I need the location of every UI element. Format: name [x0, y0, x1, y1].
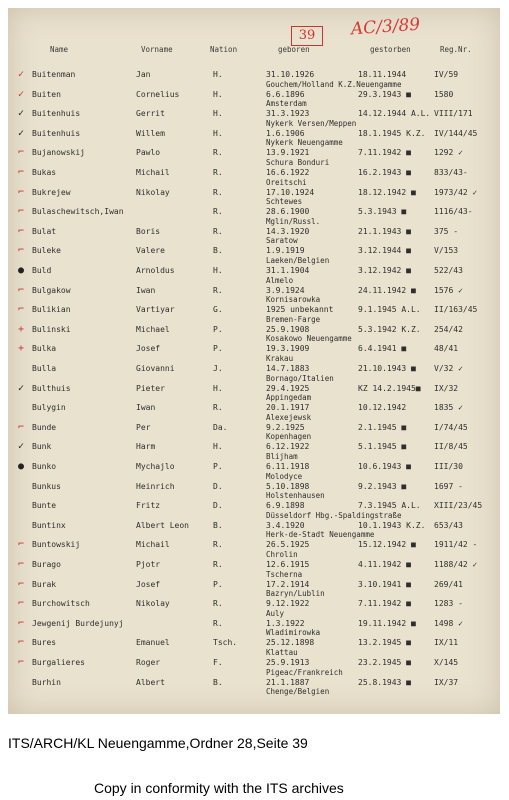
cell-name: Bunkus [32, 481, 61, 491]
cell-reg-nr: IV/59 [434, 70, 459, 79]
table-row [8, 432, 500, 460]
cell-reg-nr: 1283 - [434, 599, 463, 609]
cell-nation: H. [213, 89, 223, 99]
record-mark: ✓ [18, 127, 25, 139]
birthplace-note: Auly [266, 608, 285, 618]
cell-born: 1.9.1919 [266, 246, 305, 256]
cell-born: 6.12.1922 [266, 442, 310, 452]
cell-born: 1925 unbekannt [266, 305, 334, 315]
cell-nation: P. [213, 462, 223, 471]
cell-born: 28.6.1900 [266, 207, 310, 217]
cell-nation: R. [213, 560, 223, 569]
cell-nation: B. [213, 677, 223, 687]
cell-first-name: Pjotr [136, 560, 161, 569]
cell-died: 2.1.1945 ■ [358, 422, 407, 432]
birthplace-note: Wladimirowka [266, 628, 321, 638]
table-row [8, 334, 500, 362]
table-row [8, 118, 500, 147]
cell-first-name: Per [136, 422, 151, 432]
cell-born: 25.9.1908 [266, 324, 310, 334]
birthplace-note: Schura Bonduri [266, 158, 330, 167]
table-row [8, 569, 500, 598]
cell-died: 4.11.1942 ■ [358, 560, 411, 569]
record-mark: ⌐ [18, 167, 25, 178]
table-row [8, 197, 500, 225]
birthplace-note: Nykerk Neuengamme [266, 138, 343, 148]
table-row [8, 589, 500, 617]
cell-nation: G. [213, 305, 223, 315]
cell-born: 20.1.1917 [266, 403, 310, 413]
cell-nation: R. [213, 168, 223, 177]
cell-died: 7.3.1945 A.L. [358, 501, 421, 511]
table-row [8, 491, 500, 519]
cell-died: 13.2.1945 ■ [358, 638, 411, 648]
cell-name: Buleke [32, 246, 61, 256]
cell-reg-nr: 1188/42 ✓ [434, 560, 478, 569]
cell-born: 25.12.1898 [266, 638, 315, 648]
table-row [8, 68, 500, 88]
cell-name: Bures [32, 638, 57, 648]
cell-name: Bunk [32, 442, 52, 452]
record-mark: ⌐ [18, 147, 25, 159]
birthplace-note: Appingedam [266, 393, 312, 403]
table-row [8, 687, 500, 714]
birthplace-note: Tscherna [266, 569, 303, 579]
cell-born: 29.4.1925 [266, 383, 310, 393]
record-mark: ⌐ [18, 559, 25, 570]
cell-first-name: Jan [136, 70, 151, 79]
cell-first-name: Fritz [136, 501, 161, 511]
cell-reg-nr: 833/43- [434, 168, 468, 177]
record-mark: ⌐ [18, 598, 25, 610]
cell-reg-nr: 1911/42 - [434, 540, 478, 550]
table-row [8, 138, 500, 166]
record-mark: + [18, 323, 25, 335]
cell-nation: B. [213, 520, 223, 530]
cell-first-name: Iwan [136, 285, 156, 295]
cell-name: Bulikian [32, 305, 71, 315]
cell-died: 21.1.1943 ■ [358, 226, 411, 236]
cell-reg-nr: 1576 ✓ [434, 285, 463, 295]
cell-reg-nr: VIII/171 [434, 109, 473, 119]
record-mark: ✓ [18, 382, 25, 394]
record-mark: ⌐ [18, 245, 25, 257]
cell-born: 6.11.1918 [266, 462, 310, 471]
header-name: Name [50, 45, 69, 54]
cell-name: Bunko [32, 462, 57, 471]
cell-nation: D. [213, 501, 223, 511]
cell-born: 25.9.1913 [266, 658, 310, 667]
cell-nation: H. [213, 383, 223, 393]
record-mark: ⌐ [18, 186, 25, 198]
record-mark: ⌐ [18, 284, 25, 296]
cell-name: Bulla [32, 364, 57, 373]
record-mark: ✓ [18, 108, 25, 120]
cell-name: Bukrejew [32, 187, 71, 197]
cell-reg-nr: IV/144/45 [434, 128, 478, 138]
table-row [8, 628, 500, 656]
page-number-stamp: 39 [291, 26, 323, 46]
cell-nation: R. [213, 226, 223, 236]
cell-born: 17.10.1924 [266, 187, 315, 197]
record-mark: ● [18, 461, 25, 472]
birthplace-note: Schtewes [266, 197, 303, 207]
cell-reg-nr: 1835 ✓ [434, 403, 463, 413]
cell-nation: F. [213, 658, 223, 667]
record-mark: ⌐ [18, 578, 25, 590]
table-row [8, 412, 500, 441]
cell-reg-nr: III/30 [434, 462, 463, 471]
birthplace-note: Nykerk Versen/Meppen [266, 118, 357, 128]
cell-born: 5.10.1898 [266, 481, 310, 491]
cell-name: Bulaschewitsch,Iwan [32, 207, 124, 217]
cell-died: 19.11.1942 ■ [358, 618, 416, 628]
cell-born: 1.3.1922 [266, 618, 305, 628]
cell-reg-nr: 653/43 [434, 520, 463, 530]
cell-name: Bulgakow [32, 285, 71, 295]
cell-died: 6.4.1941 ■ [358, 344, 407, 354]
cell-name: Bunde [32, 422, 57, 432]
birthplace-note: Bazryn/Lublin [266, 589, 325, 599]
cell-nation: H. [213, 70, 223, 79]
record-mark: ⌐ [18, 304, 25, 316]
cell-reg-nr: 1580 [434, 89, 454, 99]
cell-died: 10.12.1942 [358, 403, 407, 413]
cell-nation: R. [213, 148, 223, 158]
cell-born: 3.4.1920 [266, 520, 305, 530]
cell-born: 9.12.1922 [266, 599, 310, 609]
birthplace-note: Kosakowo Neuengamme [266, 334, 352, 344]
cell-died: 16.2.1943 ■ [358, 168, 411, 177]
cell-name: Burago [32, 560, 61, 569]
cell-first-name: Boris [136, 226, 161, 236]
cell-reg-nr: 254/42 [434, 324, 463, 334]
birthplace-note: Blijham [266, 452, 298, 461]
cell-name: Buld [32, 266, 52, 275]
record-mark: ⌐ [18, 206, 25, 218]
table-row [8, 158, 500, 186]
cell-born: 14.7.1883 [266, 364, 310, 373]
cell-first-name: Pawlo [136, 148, 161, 158]
record-mark: ⌐ [18, 637, 25, 649]
cell-reg-nr: IX/37 [434, 677, 459, 687]
cell-born: 13.9.1921 [266, 148, 310, 158]
record-mark: ⌐ [18, 225, 25, 237]
cell-died: 5.1.1945 ■ [358, 442, 407, 452]
cell-first-name: Heinrich [136, 481, 175, 491]
cell-name: Bukas [32, 168, 57, 177]
cell-name: Bulygin [32, 403, 66, 413]
cell-nation: P. [213, 344, 223, 354]
cell-born: 12.6.1915 [266, 560, 310, 569]
birthplace-note: Laeken/Belgien [266, 256, 330, 265]
cell-died: 10.1.1943 K.Z. [358, 520, 426, 530]
cell-first-name: Nikolay [136, 187, 170, 197]
table-row [8, 256, 500, 284]
cell-reg-nr: 269/41 [434, 579, 463, 589]
birthplace-note: Klattau [266, 648, 298, 657]
birthplace-note: Chenge/Belgien [266, 687, 330, 697]
birthplace-note: Molodyce [266, 471, 303, 481]
birthplace-note: Saratow [266, 236, 298, 246]
birthplace-note: Pigeac/Frankreich [266, 667, 343, 677]
record-mark: ⌐ [18, 421, 25, 433]
cell-name: Bulat [32, 226, 57, 236]
cell-first-name: Albert [136, 677, 165, 687]
record-mark: ✓ [18, 441, 25, 453]
cell-first-name: Nikolay [136, 599, 170, 609]
cell-first-name: Emanuel [136, 638, 170, 648]
cell-died: 5.3.1942 K.Z. [358, 324, 421, 334]
cell-nation: Tsch. [213, 638, 238, 648]
cell-first-name: Pieter [136, 383, 165, 393]
cell-reg-nr: 1973/42 ✓ [434, 187, 478, 197]
cell-reg-nr: II/163/45 [434, 305, 478, 315]
cell-died: 23.2.1945 ■ [358, 658, 411, 667]
cell-nation: R. [213, 285, 223, 295]
table-row [8, 216, 500, 245]
cell-died: 9.2.1943 ■ [358, 481, 407, 491]
birthplace-note: Bremen-Farge [266, 314, 321, 324]
cell-born: 31.3.1923 [266, 109, 310, 119]
cell-born: 1.6.1906 [266, 128, 305, 138]
cell-first-name: Gerrit [136, 109, 165, 119]
cell-born: 31.10.1926 [266, 70, 315, 79]
cell-reg-nr: 375 - [434, 226, 459, 236]
birthplace-note: Krakau [266, 354, 294, 363]
cell-nation: R. [213, 618, 223, 628]
table-row [8, 295, 500, 323]
table-row [8, 550, 500, 578]
header-nation: Nation [210, 45, 238, 54]
cell-born: 9.2.1925 [266, 422, 305, 432]
cell-reg-nr: XIII/23/45 [434, 501, 483, 511]
cell-died: 3.12.1944 ■ [358, 246, 411, 256]
table-row [8, 530, 500, 558]
cell-died: 18.11.1944 [358, 70, 407, 79]
cell-name: Burak [32, 579, 57, 589]
birthplace-note: Düsseldorf Hbg.-Spaldingstraße [266, 510, 402, 520]
cell-reg-nr: 1116/43- [434, 207, 473, 217]
cell-nation: R. [213, 187, 223, 197]
cell-first-name: Josef [136, 344, 161, 354]
cell-died: 24.11.1942 ■ [358, 285, 416, 295]
cell-born: 19.3.1909 [266, 344, 310, 354]
cell-reg-nr: I/74/45 [434, 422, 468, 432]
cell-first-name: Giovanni [136, 364, 175, 373]
source-caption: ITS/ARCH/KL Neuengamme,Ordner 28,Seite 39 [8, 735, 308, 751]
cell-born: 16.6.1922 [266, 168, 310, 177]
cell-name: Buntowskij [32, 540, 81, 550]
cell-name: Burchowitsch [32, 599, 90, 609]
cell-name: Bunte [32, 501, 57, 511]
record-mark: ⌐ [18, 617, 25, 629]
cell-nation: R. [213, 540, 223, 550]
birthplace-note: Mglin/Russl. [266, 216, 321, 226]
cell-nation: R. [213, 403, 223, 413]
cell-reg-nr: 1292 ✓ [434, 148, 463, 158]
cell-first-name: Harm [136, 442, 156, 452]
birthplace-note: Herk-de-Stadt Neuengamme [266, 530, 375, 540]
cell-name: Bujanowskij [32, 148, 85, 158]
cell-nation: R. [213, 599, 223, 609]
table-row [8, 471, 500, 500]
table-row [8, 99, 500, 127]
record-mark: ⌐ [18, 539, 25, 551]
cell-born: 26.5.1925 [266, 540, 310, 550]
cell-reg-nr: II/8/45 [434, 442, 468, 452]
cell-died: 9.1.1945 A.L. [358, 305, 421, 315]
cell-nation: P. [213, 579, 223, 589]
birthplace-note: Kornisarowka [266, 295, 321, 305]
cell-reg-nr: X/145 [434, 658, 459, 667]
cell-first-name: Valere [136, 246, 165, 256]
conformity-caption: Copy in conformity with the ITS archives [94, 780, 344, 796]
table-row [8, 236, 500, 264]
birthplace-note: Almelo [266, 275, 294, 285]
cell-first-name: Cornelius [136, 89, 180, 99]
cell-born: 6.9.1898 [266, 501, 305, 511]
cell-reg-nr: V/153 [434, 246, 459, 256]
record-mark: + [18, 343, 25, 355]
cell-nation: D. [213, 481, 223, 491]
birthplace-note: Holstenhausen [266, 491, 325, 501]
cell-name: Buiten [32, 89, 61, 99]
cell-nation: H. [213, 266, 223, 275]
cell-name: Bulinski [32, 324, 71, 334]
record-mark: ⌐ [18, 657, 25, 668]
table-row [8, 373, 500, 402]
cell-died: 3.12.1942 ■ [358, 266, 411, 275]
cell-nation: H. [213, 128, 223, 138]
table-row [8, 648, 500, 676]
cell-reg-nr: V/32 ✓ [434, 364, 463, 373]
table-row [8, 452, 500, 480]
cell-born: 21.1.1887 [266, 677, 310, 687]
table-row [8, 314, 500, 343]
table-row [8, 667, 500, 696]
cell-reg-nr: 1697 - [434, 481, 463, 491]
cell-born: 17.2.1914 [266, 579, 310, 589]
cell-name: Buitenhuis [32, 128, 81, 138]
cell-first-name: Vartiyar [136, 305, 175, 315]
header-born: geboren [278, 45, 310, 54]
cell-died: 3.10.1941 ■ [358, 579, 411, 589]
table-row [8, 79, 500, 108]
cell-born: 6.6.1896 [266, 89, 305, 99]
cell-name: Buntinx [32, 520, 66, 530]
table-row [8, 177, 500, 206]
cell-first-name: Michail [136, 168, 170, 177]
table-row [8, 510, 500, 539]
header-first-name: Vorname [141, 45, 173, 54]
cell-name: Buitenhuis [32, 109, 81, 119]
cell-reg-nr: 48/41 [434, 344, 459, 354]
cell-died: 18.1.1945 K.Z. [358, 128, 426, 138]
cell-born: 3.9.1924 [266, 285, 305, 295]
cell-reg-nr: IX/32 [434, 383, 459, 393]
header-reg-nr: Reg.Nr. [440, 45, 472, 54]
cell-first-name: Iwan [136, 403, 156, 413]
cell-first-name: Michael [136, 324, 170, 334]
record-mark: ● [18, 265, 25, 276]
cell-name: Bulthuis [32, 383, 71, 393]
cell-nation: B. [213, 246, 223, 256]
birthplace-note: Gouchem/Holland K.Z.Neuengamme [266, 79, 402, 89]
cell-first-name: Josef [136, 579, 161, 589]
cell-died: 25.8.1943 ■ [358, 677, 411, 687]
header-died: gestorben [370, 45, 411, 54]
cell-died: 29.3.1943 ■ [358, 89, 411, 99]
record-mark: ✓ [18, 88, 25, 100]
cell-name: Jewgenij Burdejunyj [32, 618, 124, 628]
cell-first-name: Arnoldus [136, 266, 175, 275]
table-row [8, 354, 500, 382]
table-row [8, 608, 500, 637]
birthplace-note: Chrolin [266, 550, 298, 559]
cell-born: 14.3.1920 [266, 226, 310, 236]
cell-reg-nr: 1498 ✓ [434, 618, 463, 628]
table-row [8, 393, 500, 421]
cell-reg-nr: 522/43 [434, 266, 463, 275]
cell-name: Burhin [32, 677, 61, 687]
cell-died: KZ 14.2.1945■ [358, 383, 421, 393]
record-mark: ✓ [18, 69, 25, 80]
cell-first-name: Roger [136, 658, 161, 667]
cell-first-name: Albert Leon [136, 520, 189, 530]
cell-died: 10.6.1943 ■ [358, 462, 411, 471]
birthplace-note: Bornago/Italien [266, 373, 334, 383]
birthplace-note: Oreitschi [266, 177, 307, 187]
cell-died: 15.12.1942 ■ [358, 540, 416, 550]
cell-reg-nr: IX/11 [434, 638, 459, 648]
cell-first-name: Mychajlo [136, 462, 175, 471]
birthplace-note: Amsterdam [266, 99, 307, 109]
cell-name: Burgalieres [32, 658, 85, 667]
cell-first-name: Willem [136, 128, 165, 138]
cell-died: 7.11.1942 ■ [358, 148, 411, 158]
cell-first-name: Michail [136, 540, 170, 550]
cell-died: 14.12.1944 A.L. [358, 109, 431, 119]
birthplace-note: Alexejewsk [266, 412, 312, 422]
cell-nation: H. [213, 442, 223, 452]
cell-born: 31.1.1904 [266, 266, 310, 275]
cell-nation: R. [213, 207, 223, 217]
cell-died: 5.3.1943 ■ [358, 207, 407, 217]
cell-died: 18.12.1942 ■ [358, 187, 416, 197]
birthplace-note: Kopenhagen [266, 432, 312, 442]
cell-died: 7.11.1942 ■ [358, 599, 411, 609]
cell-nation: J. [213, 364, 223, 373]
cell-nation: Da. [213, 422, 228, 432]
cell-name: Bulka [32, 344, 57, 354]
cell-name: Buitenman [32, 70, 76, 79]
cell-nation: P. [213, 324, 223, 334]
table-row [8, 275, 500, 304]
handwritten-reference: AC/3/89 [350, 14, 421, 40]
cell-nation: H. [213, 109, 223, 119]
cell-died: 21.10.1943 ■ [358, 364, 416, 373]
archive-document [8, 8, 500, 714]
